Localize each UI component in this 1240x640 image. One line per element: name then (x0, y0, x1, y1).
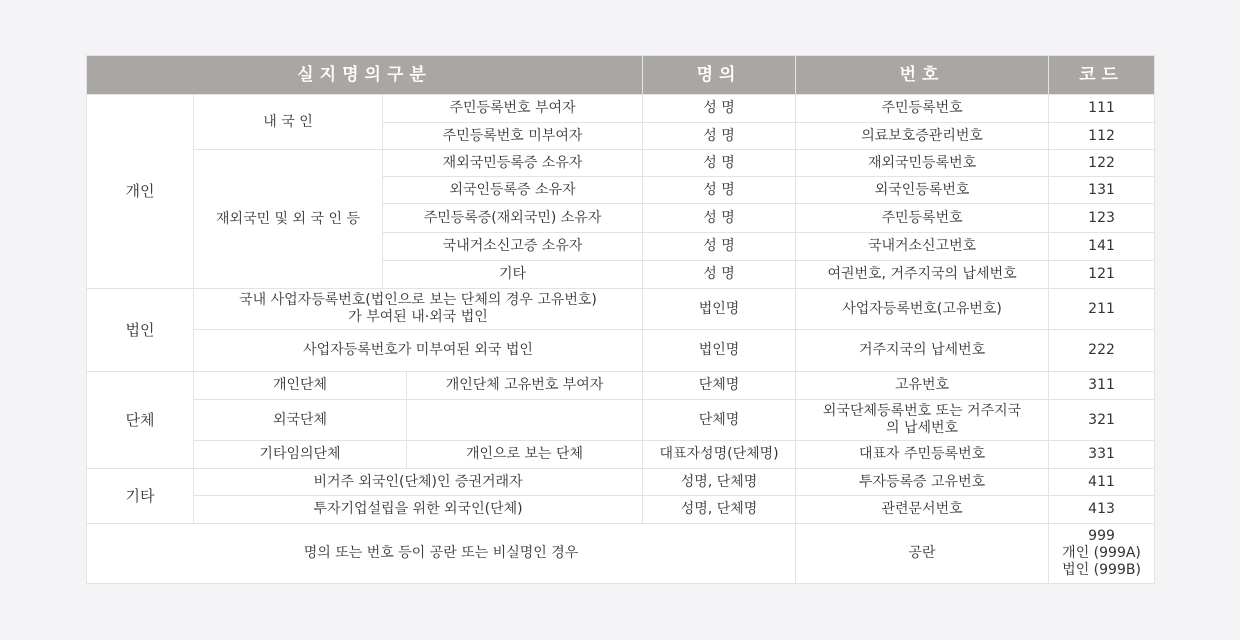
header-number: 번호 (796, 56, 1049, 95)
type-line-1: 국내 사업자등록번호(법인으로 보는 단체의 경우 고유번호) (239, 292, 597, 308)
number-cell: 주민등록번호 (796, 204, 1049, 233)
code-cell: 122 (1049, 150, 1155, 177)
type-cell: 외국인등록증 소유자 (383, 177, 643, 204)
table-row (87, 441, 1155, 469)
code-cell: 331 (1049, 441, 1155, 469)
code-cell: 141 (1049, 233, 1155, 261)
code-cell: 123 (1049, 204, 1155, 233)
code-cell: 413 (1049, 496, 1155, 524)
name-cell: 성 명 (643, 150, 796, 177)
name-cell: 대표자성명(단체명) (643, 441, 796, 469)
type-cell (407, 400, 643, 441)
name-cell: 성명, 단체명 (643, 496, 796, 524)
number-cell: 고유번호 (796, 372, 1049, 400)
type-line-2: 가 부여된 내·외국 법인 (348, 309, 488, 325)
number-cell: 여권번호, 거주지국의 납세번호 (796, 261, 1049, 289)
code-cell: 222 (1049, 330, 1155, 372)
name-cell: 성 명 (643, 233, 796, 261)
table-row (87, 469, 1155, 496)
table-row (87, 372, 1155, 400)
type-cell: 사업자등록번호가 미부여된 외국 법인 (194, 330, 643, 372)
code-cell: 112 (1049, 123, 1155, 150)
type-cell: 기타 (383, 261, 643, 289)
number-cell: 주민등록번호 (796, 95, 1049, 123)
group-individual: 개인 (87, 95, 194, 289)
type-cell: 개인으로 보는 단체 (407, 441, 643, 469)
type-cell: 주민등록번호 부여자 (383, 95, 643, 123)
name-cell: 성 명 (643, 95, 796, 123)
table-row (87, 150, 1155, 177)
code-cell: 111 (1049, 95, 1155, 123)
table-row (87, 95, 1155, 123)
code-cell: 121 (1049, 261, 1155, 289)
number-cell: 투자등록증 고유번호 (796, 469, 1049, 496)
number-cell: 사업자등록번호(고유번호) (796, 289, 1049, 330)
table-row (87, 496, 1155, 524)
subgroup-cell: 개인단체 (194, 372, 407, 400)
code-cell: 321 (1049, 400, 1155, 441)
type-cell: 재외국민등록증 소유자 (383, 150, 643, 177)
group-corporation: 법인 (87, 289, 194, 372)
header-row (87, 56, 1155, 95)
header-code: 코드 (1049, 56, 1155, 95)
number-cell: 관련문서번호 (796, 496, 1049, 524)
number-cell: 재외국민등록번호 (796, 150, 1049, 177)
code-cell: 211 (1049, 289, 1155, 330)
name-cell: 성명, 단체명 (643, 469, 796, 496)
number-cell: 거주지국의 납세번호 (796, 330, 1049, 372)
code-cell (1049, 524, 1155, 584)
number-cell: 국내거소신고번호 (796, 233, 1049, 261)
name-cell: 성 명 (643, 204, 796, 233)
type-cell: 명의 또는 번호 등이 공란 또는 비실명인 경우 (87, 524, 796, 584)
group-other: 기타 (87, 469, 194, 524)
table-row (87, 524, 1155, 584)
name-cell: 성 명 (643, 123, 796, 150)
type-cell: 주민등록번호 미부여자 (383, 123, 643, 150)
subgroup-domestic: 내 국 인 (194, 95, 383, 150)
type-cell: 비거주 외국인(단체)인 증권거래자 (194, 469, 643, 496)
type-cell: 투자기업설립을 위한 외국인(단체) (194, 496, 643, 524)
name-cell: 성 명 (643, 261, 796, 289)
subgroup-cell: 외국단체 (194, 400, 407, 441)
table-row (87, 289, 1155, 330)
code-line-2: 개인 (999A) (1062, 545, 1141, 561)
type-cell: 개인단체 고유번호 부여자 (407, 372, 643, 400)
header-name: 명의 (643, 56, 796, 95)
name-cell: 단체명 (643, 400, 796, 441)
table-row (87, 400, 1155, 441)
subgroup-cell: 기타임의단체 (194, 441, 407, 469)
real-name-code-table (86, 55, 1155, 584)
header-category: 실지명의구분 (87, 56, 643, 95)
number-cell (796, 400, 1049, 441)
code-cell: 311 (1049, 372, 1155, 400)
type-cell: 주민등록증(재외국민) 소유자 (383, 204, 643, 233)
code-cell: 131 (1049, 177, 1155, 204)
number-cell: 대표자 주민등록번호 (796, 441, 1049, 469)
number-cell: 의료보호증관리번호 (796, 123, 1049, 150)
name-cell: 법인명 (643, 289, 796, 330)
subgroup-foreign: 재외국민 및 외 국 인 등 (194, 150, 383, 289)
name-cell: 성 명 (643, 177, 796, 204)
name-cell: 법인명 (643, 330, 796, 372)
group-organization: 단체 (87, 372, 194, 469)
type-cell (194, 289, 643, 330)
type-cell: 국내거소신고증 소유자 (383, 233, 643, 261)
name-cell: 단체명 (643, 372, 796, 400)
number-cell: 외국인등록번호 (796, 177, 1049, 204)
number-cell: 공란 (796, 524, 1049, 584)
code-cell: 411 (1049, 469, 1155, 496)
number-line-2: 의 납세번호 (886, 420, 959, 436)
number-line-1: 외국단체등록번호 또는 거주지국 (822, 403, 1022, 419)
code-line-3: 법인 (999B) (1062, 562, 1141, 578)
code-line-1: 999 (1088, 528, 1115, 544)
table-row (87, 330, 1155, 372)
